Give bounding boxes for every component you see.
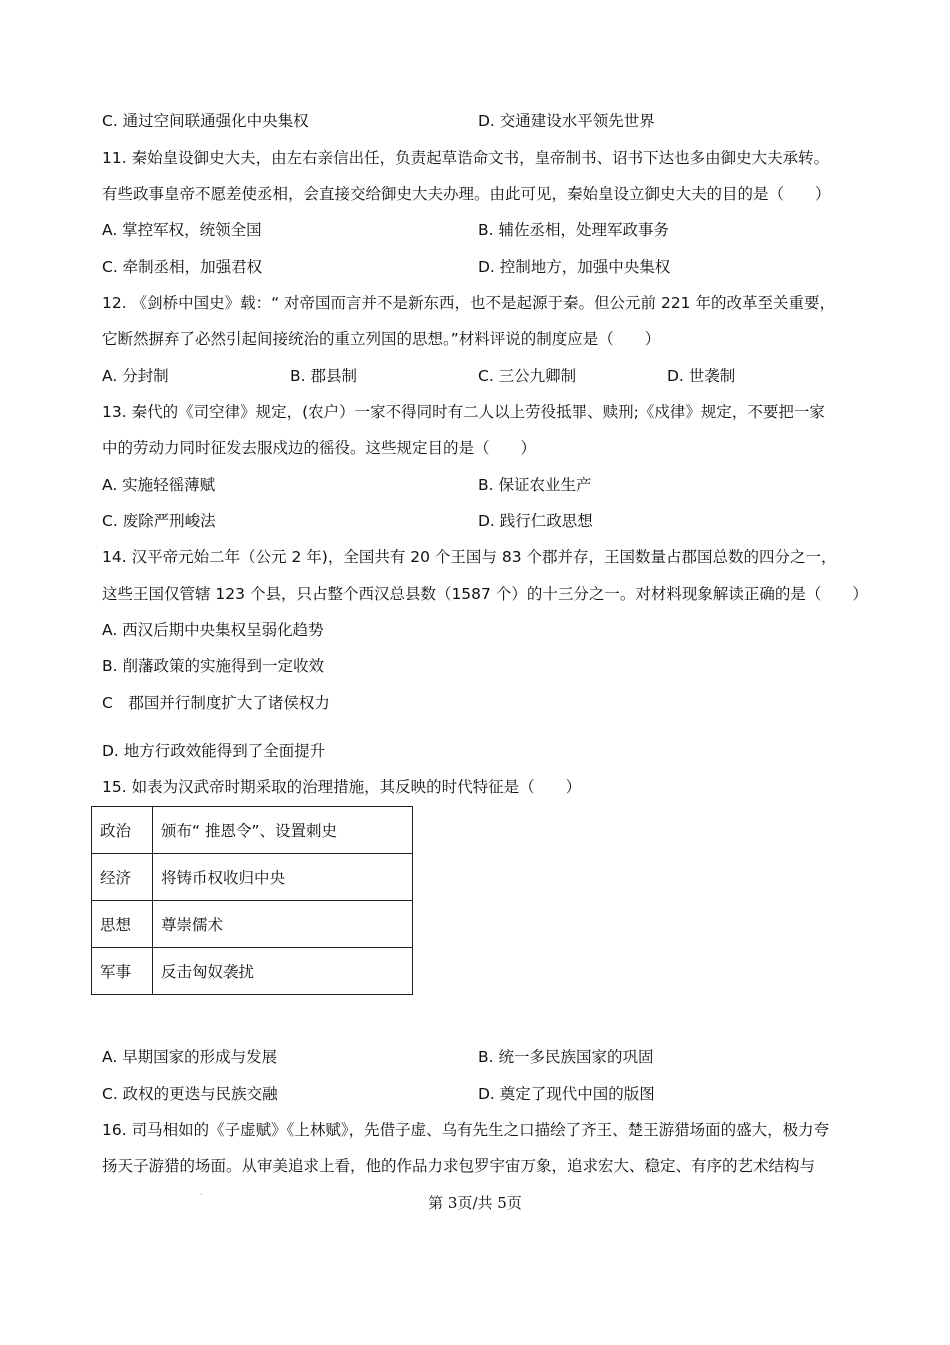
q13-option-b: B. 保证农业生产	[478, 476, 592, 494]
q10-option-d: D. 交通建设水平领先世界	[478, 112, 655, 130]
q13-option-d: D. 践行仁政思想	[478, 512, 593, 530]
q12-stem-line1: 12. 《剑桥中国史》载：“ 对帝国而言并不是新东西，也不是起源于秦。但公元前 221 年的改革至关重要，	[102, 294, 835, 312]
q15-stem: 15. 如表为汉武帝时期采取的治理措施，其反映的时代特征是（ ）	[102, 778, 582, 796]
q13-stem-line2: 中的劳动力同时征发去服戍边的徭役。这些规定目的是（ ）	[102, 439, 537, 457]
q16-stem-line1: 16. 司马相如的《子虚赋》《上林赋》，先借子虚、乌有先生之口描绘了齐王、楚王游猎场面的盛大，极力夸	[102, 1121, 830, 1139]
q11-option-a: A. 掌控军权，统领全国	[102, 221, 262, 239]
policy-table	[91, 806, 413, 995]
table-cell-category: 思想	[92, 901, 153, 948]
table-cell-measure: 颁布“ 推恩令”、设置刺史	[153, 807, 413, 854]
q14-option-c: C 郡国并行制度扩大了诸侯权力	[102, 694, 330, 712]
q11-option-b: B. 辅佐丞相，处理军政事务	[478, 221, 669, 239]
q11-option-c: C. 牵制丞相，加强君权	[102, 258, 263, 276]
q13-stem-line1: 13. 秦代的《司空律》规定，(农户）一家不得同时有二人以上劳役抵罪、赎刑;《戍律》规定，不要把一家	[102, 403, 825, 421]
q11-option-d: D. 控制地方，加强中央集权	[478, 258, 671, 276]
table-row	[92, 901, 413, 948]
q12-option-c: C. 三公九卿制	[478, 367, 577, 385]
table-cell-measure: 反击匈奴袭扰	[153, 948, 413, 995]
q13-option-a: A. 实施轻徭薄赋	[102, 476, 216, 494]
q13-option-c: C. 废除严刑峻法	[102, 512, 216, 530]
q12-option-b: B. 郡县制	[290, 367, 357, 385]
q15-option-c: C. 政权的更迭与民族交融	[102, 1085, 278, 1103]
q14-option-a: A. 西汉后期中央集权呈弱化趋势	[102, 621, 324, 639]
q12-stem-line2: 它断然摒弃了必然引起间接统治的重立列国的思想。”材料评说的制度应是（ ）	[102, 330, 661, 348]
q14-stem-line2: 这些王国仅管辖 123 个县，只占整个西汉总县数（1587 个）的十三分之一。对材料现象解读正确的是（ ）	[102, 585, 868, 603]
q16-stem-line2: 扬天子游猎的场面。从审美追求上看，他的作品力求包罗宇宙万象，追求宏大、稳定、有序的艺术结构与	[102, 1157, 816, 1175]
q14-option-d: D. 地方行政效能得到了全面提升	[102, 742, 326, 760]
page-number: 第 3页/共 5页	[428, 1194, 522, 1212]
q15-option-d: D. 奠定了现代中国的版图	[478, 1085, 655, 1103]
q10-option-c: C. 通过空间联通强化中央集权	[102, 112, 309, 130]
q12-option-a: A. 分封制	[102, 367, 169, 385]
table-row	[92, 807, 413, 854]
q15-option-a: A. 早期国家的形成与发展	[102, 1048, 278, 1066]
q14-stem-line1: 14. 汉平帝元始二年（公元 2 年)，全国共有 20 个王国与 83 个郡并存，王国数量占郡国总数的四分之一，	[102, 548, 837, 566]
q11-stem-line2: 有些政事皇帝不愿差使丞相，会直接交给御史大夫办理。由此可见，秦始皇设立御史大夫的目的是（ ）	[102, 185, 831, 203]
q14-option-b: B. 削藩政策的实施得到一定收效	[102, 657, 324, 675]
table-cell-measure: 将铸币权收归中央	[153, 854, 413, 901]
q15-option-b: B. 统一多民族国家的巩固	[478, 1048, 654, 1066]
table-cell-category: 军事	[92, 948, 153, 995]
table-cell-measure: 尊崇儒术	[153, 901, 413, 948]
table-cell-category: 经济	[92, 854, 153, 901]
q12-option-d: D. 世袭制	[667, 367, 736, 385]
scan-dot: ·	[200, 1190, 203, 1199]
table-row	[92, 948, 413, 995]
table-cell-category: 政治	[92, 807, 153, 854]
q11-stem-line1: 11. 秦始皇设御史大夫，由左右亲信出任，负责起草诰命文书，皇帝制书、诏书下达也多由御史大夫承转。	[102, 149, 830, 167]
table-row	[92, 854, 413, 901]
